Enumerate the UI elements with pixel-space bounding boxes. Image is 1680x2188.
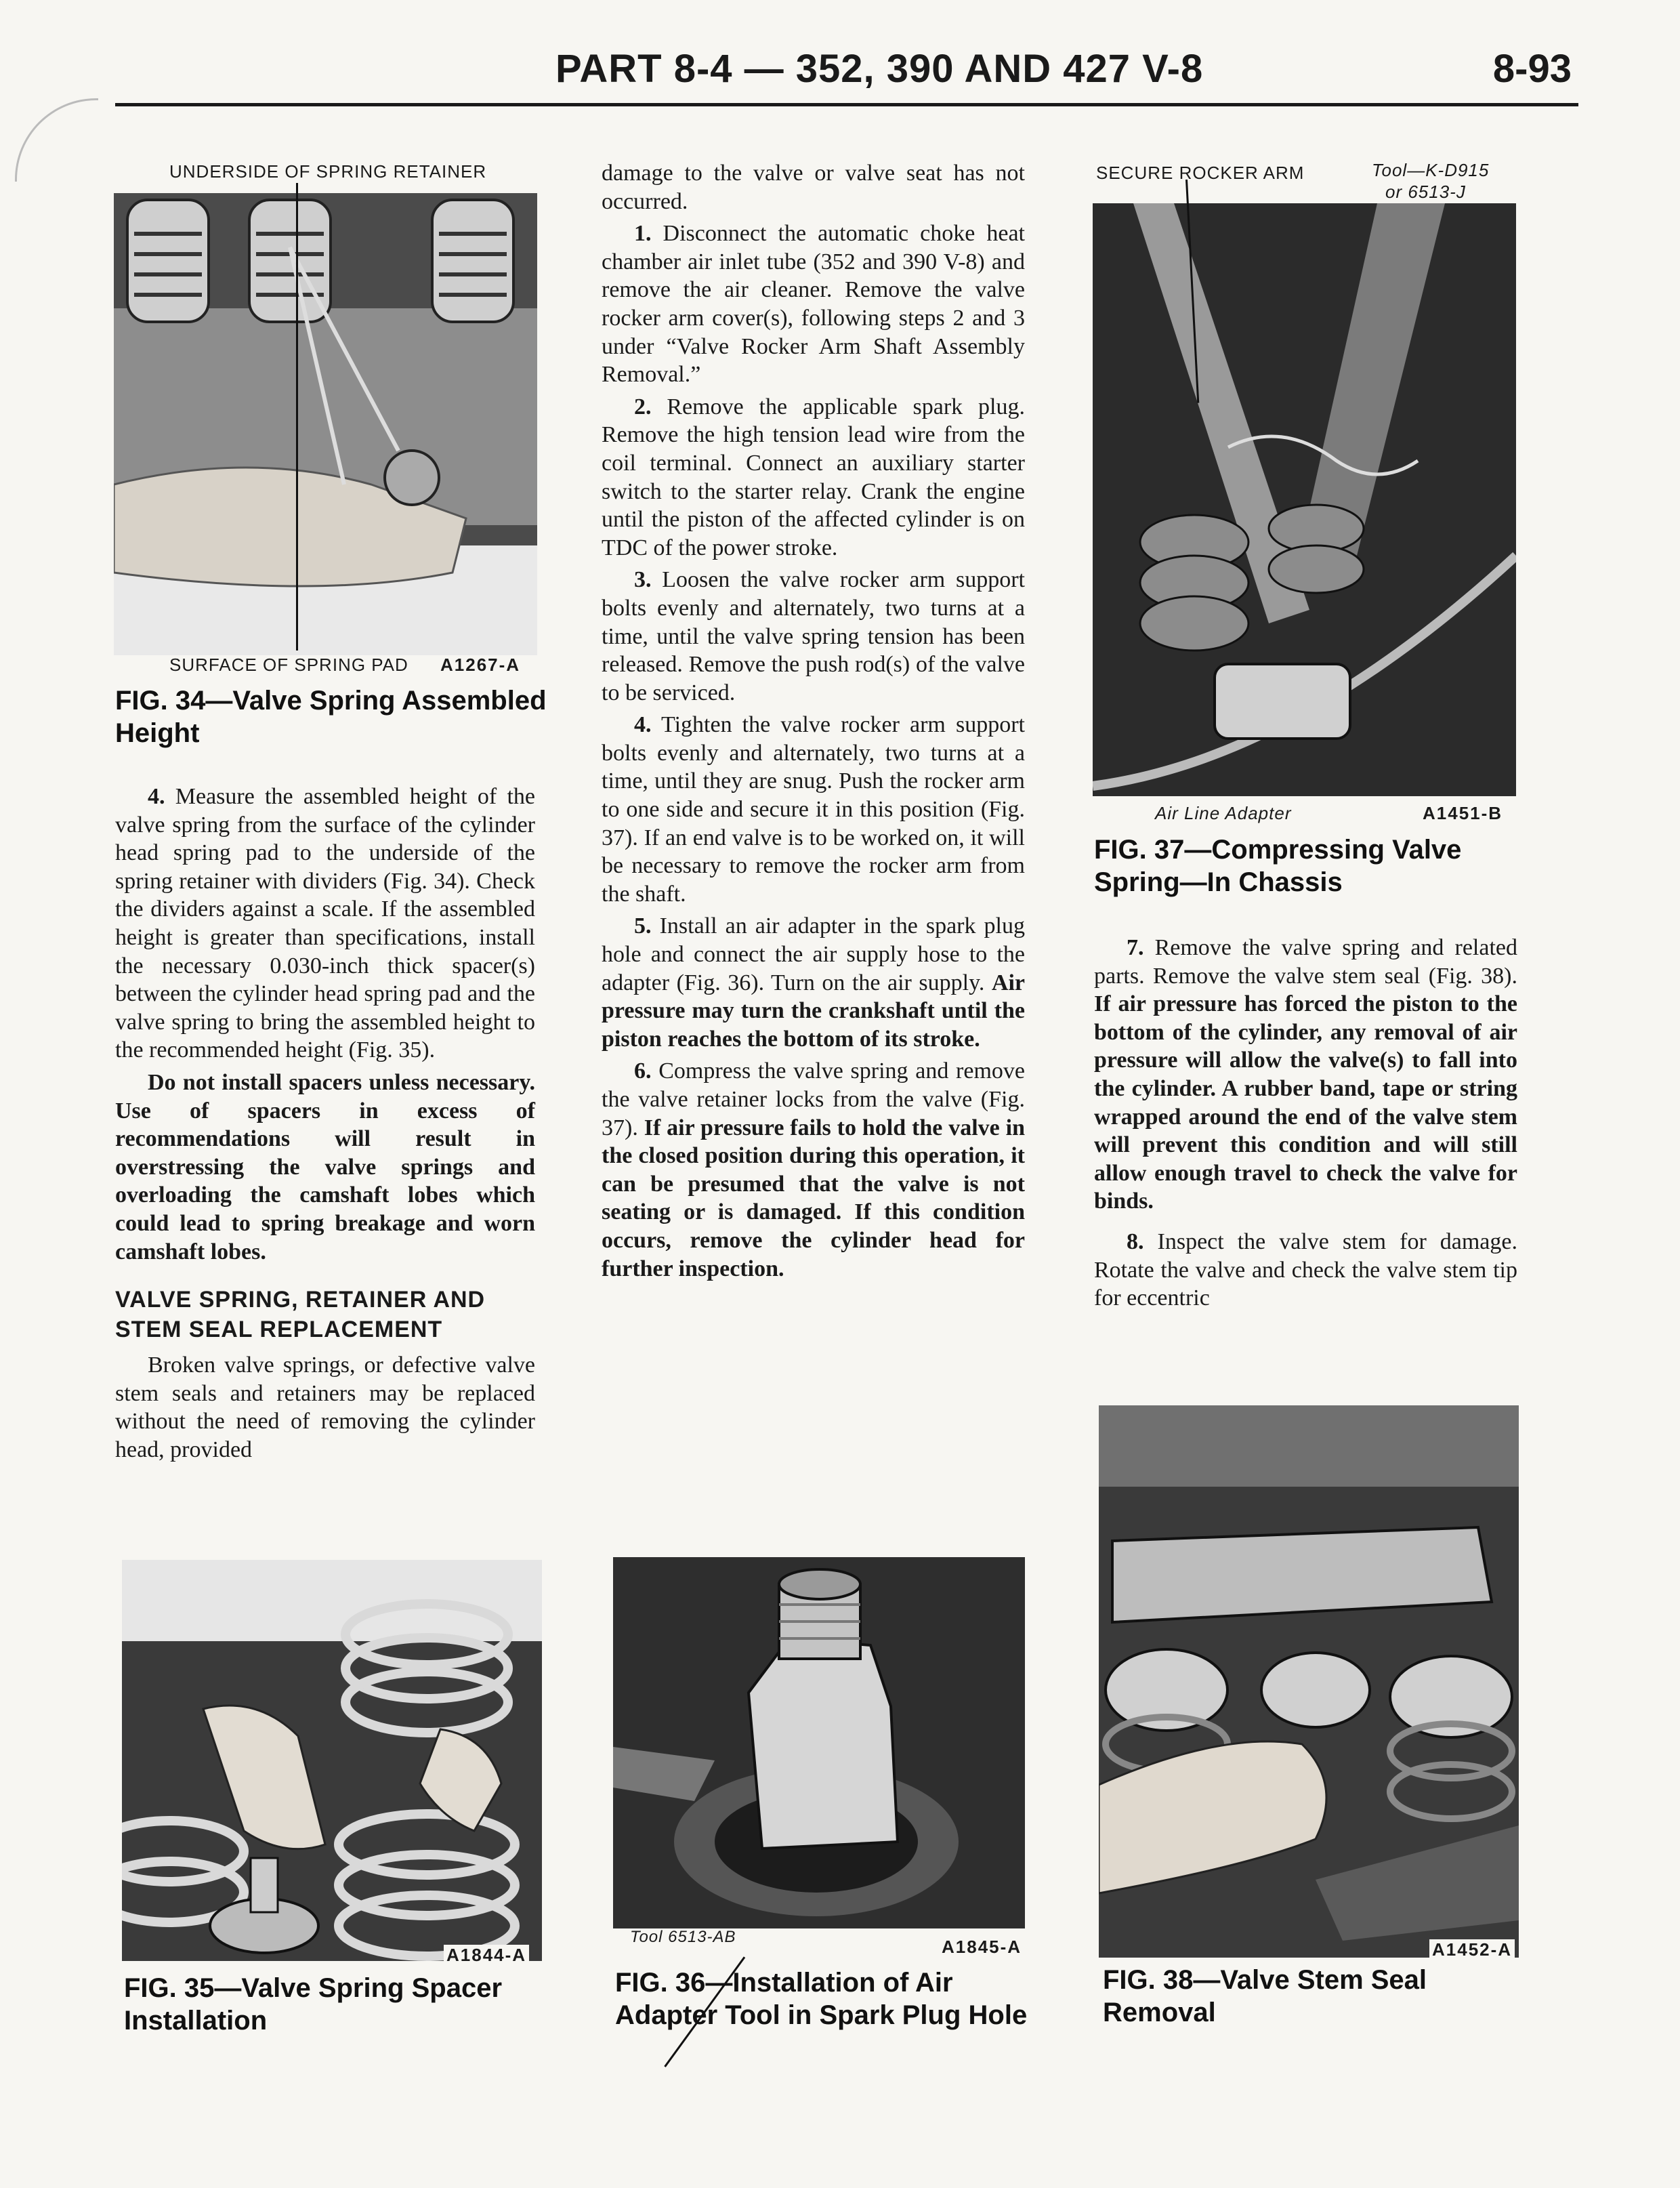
column-2 <box>602 159 1025 1287</box>
col2-step6-warning: If air pressure fails to hold the valve in the closed position during this operation, it can be presumed that the valve is not seating or is damaged. If this condition occurs, remove the cylinder head for further inspection. <box>602 1115 1026 1281</box>
fig34-top-label: UNDERSIDE OF SPRING RETAINER <box>169 161 487 182</box>
col2-step3-num: 3. <box>634 567 652 593</box>
fig38-photo <box>1099 1405 1519 1958</box>
col3-step7-text: Remove the valve spring and related parts. Remove the valve stem seal (Fig. 38). <box>1094 935 1517 989</box>
fig38-code: A1452-A <box>1429 1939 1515 1960</box>
fig34-bottom-label: SURFACE OF SPRING PAD <box>169 655 408 675</box>
fig36-tool-label: Tool 6513-AB <box>630 1928 736 1946</box>
col2-step6-num: 6. <box>634 1058 652 1084</box>
fig37-bottom-label: Air Line Adapter <box>1155 803 1292 823</box>
fig34-leader-line <box>296 183 298 651</box>
fig35-photo <box>122 1560 542 1961</box>
fig38-caption: FIG. 38—Valve Stem Seal Removal <box>1103 1965 1427 2027</box>
col1-step4-text: Measure the assembled height of the valve spring from the surface of the cylinder head spring pad to the underside of the spring retainer with dividers (Fig. 34). Check the dividers against a scale. If the assembled height is greater than specifications, install the necessary 0.030-inch thick spacer(s) between the cylinder head spring pad and the valve spring to bring the assembled height to the recommended height (Fig. 35). <box>115 784 536 1063</box>
col2-step5-text: Install an air adapter in the spark plug hole and connect the air supply hose to the adapter (Fig. 36). Turn on the air supply. <box>602 913 1025 995</box>
col3-step8-text: Inspect the valve stem for damage. Rotate the valve and check the valve stem tip for eccentric <box>1094 1229 1517 1311</box>
fig36-code: A1845-A <box>942 1937 1022 1957</box>
col1-intro: Broken valve springs, or defective valve stem seals and retainers may be replaced without the need of removing the cylinder head, provided <box>115 1353 535 1462</box>
col2-step1-num: 1. <box>634 221 652 247</box>
fig37-code: A1451-B <box>1423 803 1503 823</box>
col2-step2-text: Remove the applicable spark plug. Remove the high tension lead wire from the coil terminal. Connect an auxiliary starter switch to the starter relay. Crank the engine until the piston of the affected cylinder is on TDC of the power stroke. <box>602 394 1025 560</box>
column-1 <box>115 783 535 1468</box>
col2-step4 <box>602 711 1025 908</box>
page-header-title: PART 8-4 — 352, 390 AND 427 V-8 <box>555 47 1204 91</box>
page-number: 8-93 <box>1492 47 1572 91</box>
col2-step6 <box>602 1057 1025 1283</box>
col2-step1-text: Disconnect the automatic choke heat chamber air inlet tube (352 and 390 V-8) and remove the air cleaner. Remove the valve rocker arm cover(s), following steps 2 and 3 under “Valve Rocker Arm Shaft Assembly Removal.” <box>602 221 1025 388</box>
fig37-caption: FIG. 37—Compressing Valve Spring—In Chassis <box>1094 835 1462 897</box>
col2-step5-warning: Air pressure may turn the crankshaft until the piston reaches the bottom of its stroke. <box>602 970 1025 1052</box>
col2-step2-num: 2. <box>634 394 652 419</box>
fig37-tool-label-2: or 6513-J <box>1385 182 1466 202</box>
col2-step5-num: 5. <box>634 913 652 939</box>
fig36-caption: FIG. 36—Installation of Air Adapter Tool in Spark Plug Hole <box>615 1968 1028 2030</box>
col2-step3-text: Loosen the valve rocker arm support bolts evenly and alternately, two turns at a time, until the valve spring tension has been released. Remove the push rod(s) of the valve to be serviced. <box>602 567 1025 705</box>
fig34-caption: FIG. 34—Valve Spring Assembled Height <box>115 686 547 748</box>
fig36-photo <box>613 1557 1025 1928</box>
col2-step4-text: Tighten the valve rocker arm support bolts evenly and alternately, two turns at a time, until they are snug. Push the rocker arm to one side and secure it in this position (Fig. 37). If an end valve is to be worked on, it will be necessary to remove the rocker arm from the shaft. <box>602 712 1025 907</box>
col3-step7-warning: If air pressure has forced the piston to the bottom of the cylinder, any removal of air pressure will allow the valve(s) to fall into the cylinder. A rubber band, tape or string wrapped around the end of the valve stem will prevent this condition and will still allow enough travel to check the valve for binds. <box>1094 991 1517 1214</box>
column-3 <box>1094 934 1517 1317</box>
header-rule <box>115 103 1578 106</box>
col3-step7 <box>1094 934 1517 1216</box>
col2-step4-num: 4. <box>634 712 652 738</box>
col2-step6-text: Compress the valve spring and remove the valve retainer locks from the valve (Fig. 37). <box>602 1058 1025 1140</box>
col1-step4-num: 4. <box>148 784 165 809</box>
col2-step3 <box>602 566 1025 707</box>
fig37-photo <box>1093 203 1516 796</box>
fig35-code: A1844-A <box>444 1945 529 1966</box>
page-corner-mark <box>15 98 98 182</box>
fig37-tool-label-1: Tool—K-D915 <box>1372 160 1490 180</box>
col2-step1 <box>602 220 1025 389</box>
fig35-caption: FIG. 35—Valve Spring Spacer Installation <box>124 1973 503 2036</box>
col1-warning: Do not install spacers unless necessary. Use of spacers in excess of recommendations will result in overstressing the valve springs and overloading the camshaft lobes which could lead to spring breakage and worn camshaft lobes. <box>115 1069 535 1264</box>
fig34-code: A1267-A <box>440 655 521 675</box>
fig34-photo <box>114 193 537 655</box>
col2-step2 <box>602 393 1025 562</box>
col1-step4 <box>115 783 535 1065</box>
fig37-top-label: SECURE ROCKER ARM <box>1096 163 1305 183</box>
col3-step7-num: 7. <box>1127 935 1144 960</box>
section-heading: VALVE SPRING, RETAINER AND STEM SEAL REPLACEMENT <box>115 1287 486 1343</box>
col2-step5 <box>602 912 1025 1053</box>
col2-continuation: damage to the valve or valve seat has not occurred. <box>602 161 1025 214</box>
col3-step8 <box>1094 1228 1517 1313</box>
col3-step8-num: 8. <box>1127 1229 1144 1254</box>
